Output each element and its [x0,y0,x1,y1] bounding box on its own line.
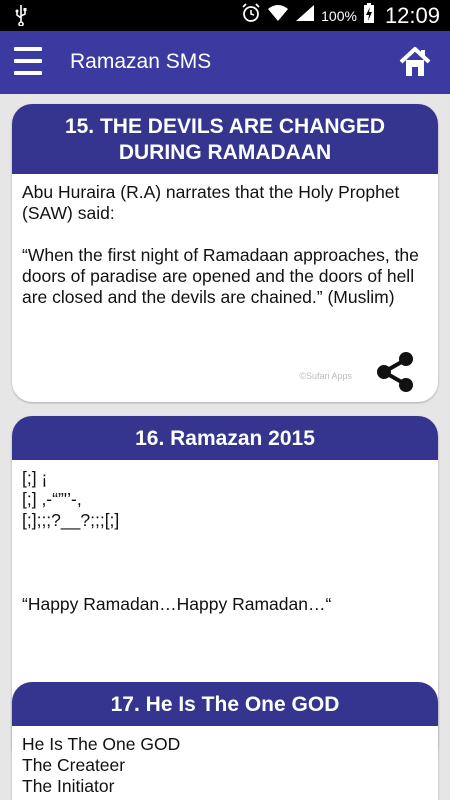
clock-time: 12:09 [384,2,440,28]
sms-card [12,682,438,800]
wifi-icon [267,4,289,27]
battery-percent: 100% [321,7,357,24]
alarm-clock-icon [241,3,261,28]
sms-list[interactable] [0,94,450,800]
share-icon[interactable] [376,352,414,392]
signal-icon [295,4,315,27]
status-bar [0,0,450,31]
card-title: 16. Ramazan 2015 [12,416,438,460]
card-text: Abu Huraira (R.A) narrates that the Holy Prophet (SAW) said: “When the first night of Ramadaan approaches, the doors of paradise are opened and the doors of hell are closed and the devils are chained.” (Muslim) [22,182,419,307]
card-text: [;] ¡ [;] ,-“”'’-, [;];;;?__?;;;[;] “Happy Ramadan…Happy Ramadan…“ [22,468,332,614]
sms-card [12,104,438,402]
copyright-label: ©Sufari Apps [299,371,352,381]
card-title: 15. THE DEVILS ARE CHANGED DURING RAMADAAN [12,104,438,174]
card-footer [12,350,438,402]
home-icon[interactable] [398,45,432,79]
app-bar [0,31,450,94]
app-title: Ramazan SMS [70,50,212,73]
hamburger-icon[interactable] [14,47,42,77]
battery-charging-icon [363,2,375,29]
usb-icon [14,4,28,31]
card-title: 17. He Is The One GOD [12,682,438,726]
card-text: He Is The One GOD The Createer The Initiator [22,734,181,796]
